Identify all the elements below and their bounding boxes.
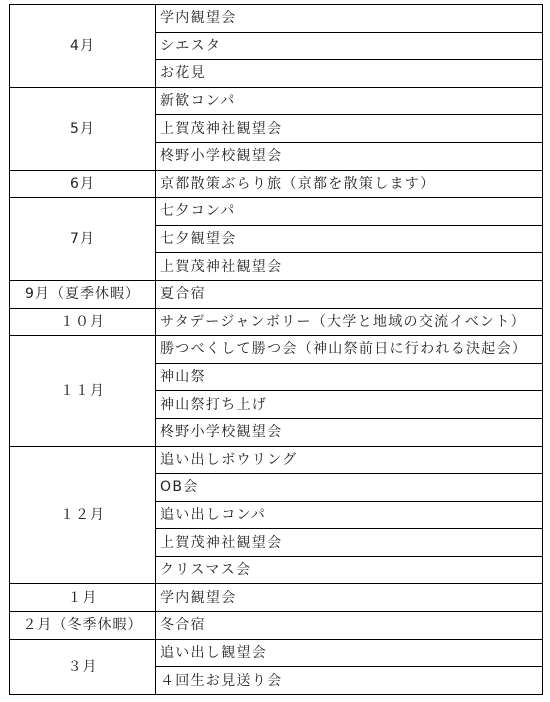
month-cell: １２月 — [10, 446, 156, 584]
event-cell: 神山祭打ち上げ — [156, 391, 543, 419]
month-cell: 5月 — [10, 87, 156, 170]
month-cell: １１月 — [10, 336, 156, 446]
event-cell: OB会 — [156, 474, 543, 502]
month-cell: 7月 — [10, 198, 156, 281]
event-cell: 上賀茂神社観望会 — [156, 115, 543, 143]
event-cell: 柊野小学校観望会 — [156, 142, 543, 170]
month-cell: １月 — [10, 584, 156, 612]
table-row — [10, 639, 543, 667]
month-cell: 6月 — [10, 170, 156, 198]
event-cell: 柊野小学校観望会 — [156, 418, 543, 446]
event-cell: 京都散策ぶらり旅（京都を散策します） — [156, 170, 543, 198]
table-row — [10, 5, 543, 33]
event-cell: 勝つべくして勝つ会（神山祭前日に行われる決起会） — [156, 336, 543, 364]
event-cell: 七夕コンパ — [156, 198, 543, 226]
table-row — [10, 584, 543, 612]
table-row — [10, 87, 543, 115]
event-schedule-table — [9, 4, 543, 695]
event-cell: 追い出しコンパ — [156, 501, 543, 529]
event-cell: 新歓コンパ — [156, 87, 543, 115]
event-cell: 七夕観望会 — [156, 225, 543, 253]
event-cell: シエスタ — [156, 32, 543, 60]
table-row — [10, 308, 543, 336]
event-cell: 夏合宿 — [156, 280, 543, 308]
event-cell: 学内観望会 — [156, 584, 543, 612]
month-cell: 4月 — [10, 5, 156, 88]
event-cell: ４回生お見送り会 — [156, 667, 543, 695]
event-cell: お花見 — [156, 60, 543, 88]
schedule-body — [10, 5, 543, 695]
event-cell: 冬合宿 — [156, 612, 543, 640]
event-cell: 上賀茂神社観望会 — [156, 529, 543, 557]
month-cell: １０月 — [10, 308, 156, 336]
event-cell: 追い出しボウリング — [156, 446, 543, 474]
event-cell: 学内観望会 — [156, 5, 543, 33]
month-cell: ３月 — [10, 639, 156, 694]
event-cell: クリスマス会 — [156, 556, 543, 584]
event-cell: 追い出し観望会 — [156, 639, 543, 667]
event-cell: 神山祭 — [156, 363, 543, 391]
table-row — [10, 612, 543, 640]
event-cell: サタデージャンボリー（大学と地域の交流イベント） — [156, 308, 543, 336]
table-row — [10, 336, 543, 364]
month-cell: 9月（夏季休暇） — [10, 280, 156, 308]
table-row — [10, 280, 543, 308]
table-row — [10, 446, 543, 474]
table-row — [10, 170, 543, 198]
month-cell: ２月（冬季休暇） — [10, 612, 156, 640]
event-cell: 上賀茂神社観望会 — [156, 253, 543, 281]
table-row — [10, 198, 543, 226]
